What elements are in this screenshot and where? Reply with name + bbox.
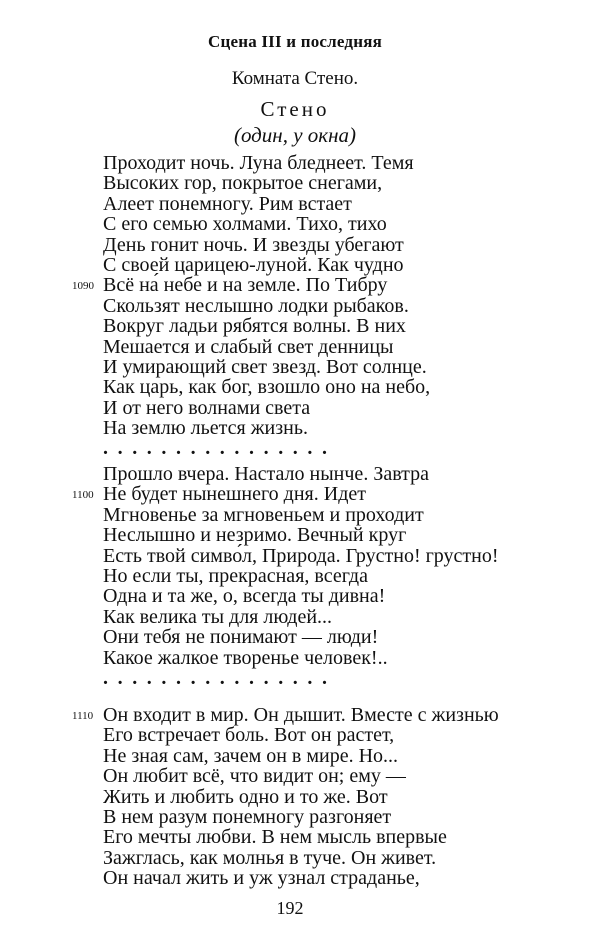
verse-line — [103, 357, 573, 377]
verse-line-text: Жить и любить одно и то же. Вот — [103, 785, 388, 808]
verse-line — [103, 337, 573, 357]
verse-line — [103, 235, 573, 255]
verse-line-text: На землю льется жизнь. — [103, 417, 308, 440]
verse-line-text: Скользят неслышно лодки рыбаков. — [103, 294, 409, 317]
verse-line-text: Они тебя не понимают — люди! — [103, 626, 379, 649]
verse-line — [103, 607, 573, 627]
verse-line — [103, 418, 573, 438]
line-number: 1110 — [72, 710, 94, 722]
verse-line — [103, 214, 573, 234]
ellipsis-divider: ................ — [103, 666, 337, 689]
verse-line — [72, 274, 573, 297]
verse-line — [72, 483, 573, 506]
page-number: 192 — [276, 898, 304, 918]
verse-line-text: Его встречает боль. Вот он растет, — [103, 724, 395, 747]
stanza — [72, 704, 573, 890]
verse-line — [72, 704, 573, 726]
verse-line — [103, 464, 573, 484]
verse-line-text: Алеет понемногу. Рим встает — [103, 192, 352, 215]
verse-line — [103, 586, 573, 606]
scene-title: Сцена III и последняя — [208, 32, 382, 51]
stage-direction: Комната Стено. — [231, 68, 359, 89]
speaker-note: (один, у окна) — [233, 123, 357, 147]
verse-line-text: Не зная сам, зачем он в мире. Но... — [103, 744, 399, 767]
stanza — [72, 463, 573, 689]
verse-line-text: Мешается и слабый свет денницы — [103, 335, 394, 358]
verse-line-text: И от него волнами света — [103, 396, 311, 419]
verse-line-text: Он любит всё, что видит он; ему — — [103, 765, 406, 788]
verse-line — [103, 296, 573, 316]
ellipsis-divider: ................ — [103, 437, 337, 460]
verse-line-text: Как царь, как бог, взошло оно на небо, — [103, 376, 431, 399]
verse-line-text: В нем разум понемногу разгоняет — [103, 805, 392, 828]
line-number: 1100 — [72, 489, 94, 502]
verse-line — [103, 377, 573, 397]
verse-line-text: Прошло вчера. Настало нынче. Завтра — [103, 463, 430, 485]
verse-line — [103, 566, 573, 586]
verse-line — [103, 868, 573, 888]
verse-line — [103, 725, 573, 745]
verse-line — [103, 194, 573, 214]
verse-line — [103, 316, 573, 336]
verse-line-text: Есть твой симво́л, Природа. Грустно! грустно! — [103, 544, 499, 567]
verse-line-text: Не будет нынешнего дня. Идет — [103, 483, 366, 506]
verse-line — [103, 648, 573, 668]
speaker-name: Стено — [260, 97, 330, 121]
verse-line — [103, 746, 573, 766]
verse-line — [103, 173, 573, 193]
verse-line — [103, 546, 573, 566]
verse-line-text: Высоких гор, покрытое снегами, — [103, 172, 383, 195]
verse-line-text: Его мечты любви. В нем мысль впервые — [103, 826, 447, 849]
verse-line-text: Одна и та же, о, всегда ты дивна! — [103, 585, 386, 608]
verse-line — [103, 153, 573, 173]
verse-line-text: Но если ты, прекрасная, всегда — [103, 564, 368, 587]
verse-line — [103, 398, 573, 418]
verse-line — [103, 766, 573, 786]
verse-line-text: Он входит в мир. Он дышит. Вместе с жизнью — [103, 704, 499, 726]
verse-line — [103, 627, 573, 647]
verse-line-text: С его семью холмами. Тихо, тихо — [103, 213, 387, 236]
verse-line — [103, 255, 573, 275]
verse-line-text: С своей царицею-луной. Как чудно — [103, 253, 404, 276]
verse-line-text: И умирающий свет звезд. Вот солнце. — [103, 355, 427, 378]
verse-line-text: Всё на́ небе и на земле. По Тибру — [103, 274, 388, 297]
verse-line — [103, 505, 573, 525]
verse-line-text: День гонит ночь. И звезды убегают — [103, 233, 404, 256]
verse-line-text: Неслышно и незримо. Вечный круг — [103, 524, 407, 547]
verse-line — [103, 848, 573, 868]
line-number: 1090 — [72, 280, 94, 293]
verse-line-text: Вокруг ладьи рябятся волны. В них — [103, 315, 406, 338]
verse-line-text: Как велика ты для людей... — [103, 605, 333, 628]
verse-line-text: Он начал жить и уж узнал страданье, — [103, 867, 420, 890]
verse-line — [103, 827, 573, 847]
verse-line — [103, 787, 573, 807]
verse-line-text: Какое жалкое творенье человек!.. — [103, 646, 388, 669]
verse-line-text: Зажглась, как молнья в туче. Он живет. — [103, 846, 437, 869]
verse-line-text: Мгновенье за мгновеньем и проходит — [103, 503, 424, 526]
stanza — [72, 152, 573, 460]
verse-line — [103, 807, 573, 827]
verse-line-text: Проходит ночь. Луна бледнеет. Темя — [103, 152, 414, 174]
verse-line — [103, 525, 573, 545]
